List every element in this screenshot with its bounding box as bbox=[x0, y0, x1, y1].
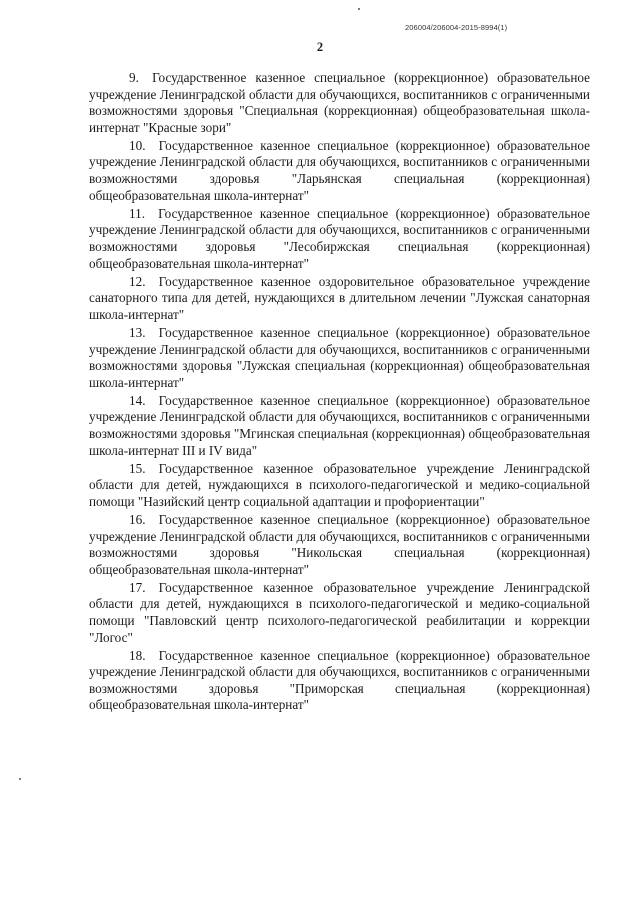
page-number: 2 bbox=[316, 40, 324, 54]
list-item: 17. Государственное казенное образовательное учреждение Ленинградской области для детей, нуждающихся в психолого-педагогической и медико-социальной помощи "Павловский центр психолого-педагогической реабилитации и коррекции "Логос" bbox=[89, 579, 590, 645]
list-item: 10. Государственное казенное специальное (коррекционное) образовательное учреждение Ленинградской области для обучающихся, воспитанников с ограниченными возможностями здоровья "Ларьянская специальная (коррекционная) общеобразовательная школа-интернат" bbox=[89, 137, 590, 203]
list-item: 9. Государственное казенное специальное (коррекционное) образовательное учреждение Ленинградской области для обучающихся, воспитанников с ограниченными возможностями здоровья "Специальная (коррекционная) общеобразовательная школа-интернат "Красные зори" bbox=[89, 70, 590, 135]
list-item: 16. Государственное казенное специальное (коррекционное) образовательное учреждение Ленинградской области для обучающихся, воспитанников с ограниченными возможностями здоровья "Никольская специальная (коррекционная) общеобразовательная школа-интернат" bbox=[89, 511, 590, 577]
list-item: 13. Государственное казенное специальное (коррекционное) образовательное учреждение Ленинградской области для обучающихся, воспитанников с ограниченными возможностями здоровья "Лужская специальная (коррекционная) общеобразовательная школа-интернат" bbox=[89, 324, 590, 390]
list-item: 15. Государственное казенное образовательное учреждение Ленинградской области для детей, нуждающихся в психолого-педагогической и медико-социальной помощи "Назийский центр социальной адаптации и профориентации" bbox=[89, 460, 590, 509]
scan-speck bbox=[358, 8, 360, 10]
scan-speck bbox=[19, 778, 21, 780]
list-item: 11. Государственное казенное специальное (коррекционное) образовательное учреждение Ленинградской области для обучающихся, воспитанников с ограниченными возможностями здоровья "Лесобиржская специальная (коррекционная) общеобразовательная школа-интернат" bbox=[89, 205, 590, 271]
list-item: 14. Государственное казенное специальное (коррекционное) образовательное учреждение Ленинградской области для обучающихся, воспитанников с ограниченными возможностями здоровья "Мгинская специальная (коррекционная) общеобразовательная школа-интернат III и IV вида" bbox=[89, 392, 590, 458]
list-item: 12. Государственное казенное оздоровительное образовательное учреждение санаторного типа для детей, нуждающихся в длительном лечении "Лужская санаторная школа-интернат" bbox=[89, 273, 590, 322]
document-id: 206004/206004-2015-8994(1) bbox=[405, 23, 508, 32]
document-body bbox=[89, 70, 590, 716]
list-item: 18. Государственное казенное специальное (коррекционное) образовательное учреждение Ленинградской области для обучающихся, воспитанников с ограниченными возможностями здоровья "Приморская специальная (коррекционная) общеобразовательная школа-интернат" bbox=[89, 647, 590, 713]
